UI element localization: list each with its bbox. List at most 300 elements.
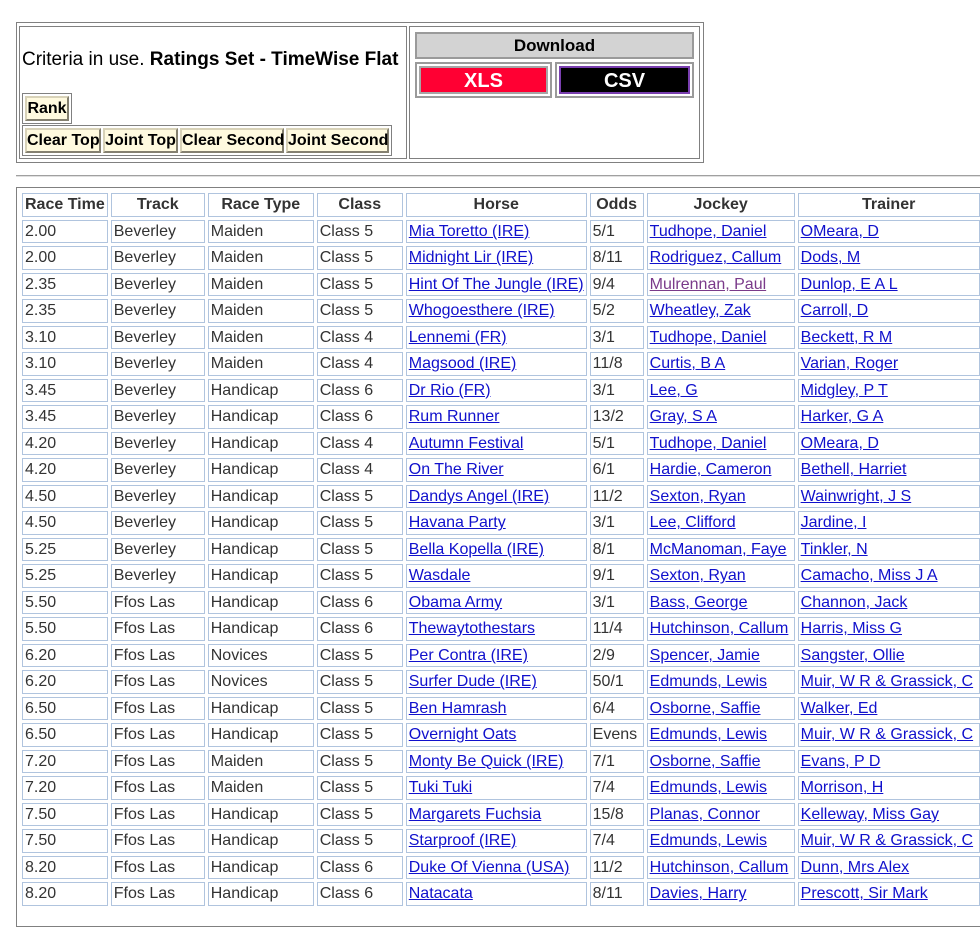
trainer-link[interactable]: Muir, W R & Grassick, C [800, 673, 974, 691]
jockey-link[interactable]: Spencer, Jamie [649, 646, 760, 664]
trainer-cell [798, 776, 980, 800]
jockey-link[interactable]: Bass, George [649, 593, 748, 611]
trainer-cell [798, 697, 980, 721]
trainer-link[interactable]: Muir, W R & Grassick, C [800, 726, 974, 744]
race-type-cell: Maiden [208, 352, 314, 376]
horse-link[interactable]: Natacata [408, 885, 473, 903]
track-cell: Beverley [111, 246, 205, 270]
class-cell: Class 5 [317, 829, 403, 853]
race-type-cell: Maiden [208, 220, 314, 244]
horse-link[interactable]: Magsood (IRE) [408, 355, 517, 373]
track-cell: Ffos Las [111, 776, 205, 800]
divider [16, 175, 980, 177]
trainer-link[interactable]: Kelleway, Miss Gay [800, 805, 940, 823]
horse-cell [406, 829, 587, 853]
race-time-cell: 4.50 [22, 511, 108, 535]
trainer-link[interactable]: Tinkler, N [800, 540, 868, 558]
table-row [22, 750, 980, 774]
jockey-link[interactable]: Lee, G [649, 381, 698, 399]
horse-link[interactable]: Margarets Fuchsia [408, 805, 542, 823]
jockey-link[interactable]: Planas, Connor [649, 805, 760, 823]
odds-cell: 3/1 [590, 511, 644, 535]
trainer-link[interactable]: Prescott, Sir Mark [800, 885, 928, 903]
class-cell: Class 5 [317, 511, 403, 535]
horse-cell [406, 670, 587, 694]
trainer-link[interactable]: Jardine, I [800, 514, 867, 532]
jockey-link[interactable]: Hardie, Cameron [649, 461, 772, 479]
table-row [22, 299, 980, 323]
jockey-link[interactable]: Gray, S A [649, 408, 717, 426]
track-cell: Beverley [111, 485, 205, 509]
trainer-cell [798, 246, 980, 270]
jockey-cell [647, 405, 795, 429]
joint-top-button[interactable]: Joint Top [103, 128, 178, 153]
odds-cell: 15/8 [590, 803, 644, 827]
jockey-cell [647, 882, 795, 906]
horse-link[interactable]: Duke Of Vienna (USA) [408, 858, 570, 876]
ratings-set-name: Ratings Set - TimeWise Flat [149, 49, 399, 70]
horse-cell [406, 750, 587, 774]
odds-cell: 11/2 [590, 856, 644, 880]
class-cell: Class 5 [317, 750, 403, 774]
trainer-link[interactable]: OMeara, D [800, 222, 879, 240]
column-header-trainer: Trainer [798, 193, 980, 217]
horse-link[interactable]: Monty Be Quick (IRE) [408, 752, 564, 770]
horse-link[interactable]: Ben Hamrash [408, 699, 507, 717]
track-cell: Beverley [111, 299, 205, 323]
horse-link[interactable]: Starproof (IRE) [408, 832, 517, 850]
horse-cell [406, 485, 587, 509]
trainer-link[interactable]: Sangster, Ollie [800, 646, 905, 664]
horse-cell [406, 803, 587, 827]
race-time-cell: 5.50 [22, 617, 108, 641]
track-cell: Beverley [111, 352, 205, 376]
table-row [22, 829, 980, 853]
jockey-cell [647, 273, 795, 297]
odds-cell: 8/11 [590, 882, 644, 906]
jockey-cell [647, 829, 795, 853]
trainer-link[interactable]: Dunlop, E A L [800, 275, 898, 293]
class-cell: Class 5 [317, 246, 403, 270]
horse-cell [406, 538, 587, 562]
horse-link[interactable]: Whogoesthere (IRE) [408, 302, 555, 320]
horse-link[interactable]: Bella Kopella (IRE) [408, 540, 544, 558]
table-row [22, 273, 980, 297]
race-type-cell: Handicap [208, 856, 314, 880]
trainer-link[interactable]: Evans, P D [800, 752, 881, 770]
horse-link[interactable]: Dandys Angel (IRE) [408, 487, 550, 505]
column-header-odds: Odds [590, 193, 644, 217]
jockey-link[interactable]: Edmunds, Lewis [649, 726, 768, 744]
trainer-cell [798, 723, 980, 747]
table-row [22, 511, 980, 535]
race-type-cell: Handicap [208, 379, 314, 403]
jockey-link[interactable]: Lee, Clifford [649, 514, 736, 532]
csv-label: CSV [559, 66, 690, 94]
odds-cell: 8/1 [590, 538, 644, 562]
class-cell: Class 5 [317, 723, 403, 747]
table-row [22, 352, 980, 376]
jockey-link[interactable]: Tudhope, Daniel [649, 434, 767, 452]
horse-cell [406, 776, 587, 800]
horse-link[interactable]: Per Contra (IRE) [408, 646, 528, 664]
trainer-cell [798, 803, 980, 827]
odds-cell: 7/1 [590, 750, 644, 774]
race-time-cell: 7.20 [22, 776, 108, 800]
odds-cell: 8/11 [590, 246, 644, 270]
trainer-link[interactable]: Beckett, R M [800, 328, 893, 346]
trainer-cell [798, 405, 980, 429]
race-time-cell: 3.10 [22, 326, 108, 350]
race-type-cell: Handicap [208, 564, 314, 588]
horse-cell [406, 432, 587, 456]
trainer-cell [798, 591, 980, 615]
class-cell: Class 4 [317, 352, 403, 376]
track-cell: Ffos Las [111, 829, 205, 853]
xls-download-button[interactable] [415, 62, 552, 98]
jockey-link[interactable]: Edmunds, Lewis [649, 832, 768, 850]
jockey-link[interactable]: Edmunds, Lewis [649, 779, 768, 797]
trainer-link[interactable]: Midgley, P T [800, 381, 888, 399]
odds-cell: 11/8 [590, 352, 644, 376]
jockey-cell [647, 697, 795, 721]
race-type-cell: Maiden [208, 776, 314, 800]
track-cell: Ffos Las [111, 591, 205, 615]
column-header-race-time: Race Time [22, 193, 108, 217]
track-cell: Ffos Las [111, 856, 205, 880]
xls-label: XLS [419, 66, 548, 94]
trainer-cell [798, 511, 980, 535]
trainer-link[interactable]: OMeara, D [800, 434, 879, 452]
trainer-cell [798, 458, 980, 482]
table-row [22, 458, 980, 482]
column-header-horse: Horse [406, 193, 587, 217]
track-cell: Ffos Las [111, 697, 205, 721]
jockey-cell [647, 538, 795, 562]
trainer-link[interactable]: Channon, Jack [800, 593, 908, 611]
column-header-race-type: Race Type [208, 193, 314, 217]
jockey-cell [647, 246, 795, 270]
race-time-cell: 5.25 [22, 538, 108, 562]
race-time-cell: 7.50 [22, 829, 108, 853]
odds-cell: 50/1 [590, 670, 644, 694]
race-time-cell: 6.20 [22, 644, 108, 668]
race-time-cell: 3.45 [22, 405, 108, 429]
trainer-cell [798, 538, 980, 562]
table-row [22, 644, 980, 668]
jockey-cell [647, 617, 795, 641]
horse-link[interactable]: Havana Party [408, 514, 506, 532]
table-row [22, 803, 980, 827]
odds-cell: 2/9 [590, 644, 644, 668]
jockey-cell [647, 803, 795, 827]
race-type-cell: Maiden [208, 750, 314, 774]
horse-cell [406, 882, 587, 906]
jockey-link[interactable]: McManoman, Faye [649, 540, 787, 558]
race-type-cell: Maiden [208, 273, 314, 297]
jockey-cell [647, 723, 795, 747]
results-table-container [16, 187, 980, 927]
class-cell: Class 6 [317, 591, 403, 615]
trainer-cell [798, 670, 980, 694]
horse-link[interactable]: Obama Army [408, 593, 503, 611]
column-header-class: Class [317, 193, 403, 217]
horse-link[interactable]: Lennemi (FR) [408, 328, 507, 346]
race-time-cell: 8.20 [22, 882, 108, 906]
odds-cell: 3/1 [590, 379, 644, 403]
jockey-link[interactable]: Sexton, Ryan [649, 487, 746, 505]
clear-second-button[interactable]: Clear Second [180, 128, 284, 153]
race-type-cell: Handicap [208, 432, 314, 456]
jockey-link[interactable]: Mulrennan, Paul [649, 275, 767, 293]
trainer-cell [798, 379, 980, 403]
table-row [22, 538, 980, 562]
trainer-cell [798, 644, 980, 668]
trainer-cell [798, 220, 980, 244]
odds-cell: 9/4 [590, 273, 644, 297]
track-cell: Ffos Las [111, 803, 205, 827]
trainer-link[interactable]: Harker, G A [800, 408, 884, 426]
jockey-link[interactable]: Hutchinson, Callum [649, 620, 789, 638]
race-type-cell: Handicap [208, 405, 314, 429]
class-cell: Class 5 [317, 564, 403, 588]
race-time-cell: 7.50 [22, 803, 108, 827]
trainer-link[interactable]: Morrison, H [800, 779, 884, 797]
trainer-cell [798, 750, 980, 774]
horse-link[interactable]: Tuki Tuki [408, 779, 473, 797]
jockey-link[interactable]: Osborne, Saffie [649, 752, 761, 770]
race-time-cell: 5.50 [22, 591, 108, 615]
odds-cell: 5/2 [590, 299, 644, 323]
horse-cell [406, 379, 587, 403]
trainer-link[interactable]: Walker, Ed [800, 699, 878, 717]
trainer-link[interactable]: Bethell, Harriet [800, 461, 907, 479]
horse-link[interactable]: Thewaytothestars [408, 620, 536, 638]
horse-cell [406, 246, 587, 270]
table-row [22, 220, 980, 244]
race-time-cell: 7.20 [22, 750, 108, 774]
class-cell: Class 6 [317, 856, 403, 880]
table-row [22, 379, 980, 403]
odds-cell: 11/4 [590, 617, 644, 641]
horse-cell [406, 856, 587, 880]
table-row [22, 591, 980, 615]
trainer-link[interactable]: Carroll, D [800, 302, 869, 320]
jockey-link[interactable]: Tudhope, Daniel [649, 222, 767, 240]
race-time-cell: 6.50 [22, 723, 108, 747]
trainer-link[interactable]: Dods, M [800, 249, 861, 267]
jockey-cell [647, 776, 795, 800]
table-row [22, 326, 980, 350]
jockey-cell [647, 750, 795, 774]
race-time-cell: 2.35 [22, 273, 108, 297]
table-row [22, 405, 980, 429]
horse-link[interactable]: Surfer Dude (IRE) [408, 673, 537, 691]
race-type-cell: Handicap [208, 803, 314, 827]
odds-cell: 13/2 [590, 405, 644, 429]
jockey-cell [647, 432, 795, 456]
csv-download-button[interactable] [555, 62, 694, 98]
trainer-cell [798, 485, 980, 509]
race-type-cell: Handicap [208, 829, 314, 853]
race-type-cell: Handicap [208, 617, 314, 641]
trainer-link[interactable]: Camacho, Miss J A [800, 567, 938, 585]
horse-link[interactable]: Autumn Festival [408, 434, 524, 452]
download-header: Download [415, 32, 694, 59]
jockey-cell [647, 379, 795, 403]
class-cell: Class 4 [317, 458, 403, 482]
race-type-cell: Handicap [208, 882, 314, 906]
jockey-link[interactable]: Rodriguez, Callum [649, 249, 782, 267]
track-cell: Beverley [111, 220, 205, 244]
jockey-cell [647, 564, 795, 588]
odds-cell: 3/1 [590, 326, 644, 350]
class-cell: Class 4 [317, 326, 403, 350]
odds-cell: 7/4 [590, 829, 644, 853]
horse-cell [406, 352, 587, 376]
trainer-link[interactable]: Dunn, Mrs Alex [800, 858, 910, 876]
class-cell: Class 5 [317, 803, 403, 827]
odds-cell: Evens [590, 723, 644, 747]
trainer-cell [798, 564, 980, 588]
horse-link[interactable]: Midnight Lir (IRE) [408, 249, 534, 267]
trainer-cell [798, 617, 980, 641]
odds-cell: 9/1 [590, 564, 644, 588]
race-time-cell: 4.20 [22, 432, 108, 456]
jockey-cell [647, 299, 795, 323]
jockey-cell [647, 670, 795, 694]
table-row [22, 670, 980, 694]
trainer-cell [798, 432, 980, 456]
race-time-cell: 3.10 [22, 352, 108, 376]
trainer-link[interactable]: Wainwright, J S [800, 487, 912, 505]
jockey-link[interactable]: Curtis, B A [649, 355, 726, 373]
class-cell: Class 6 [317, 617, 403, 641]
criteria-text [22, 47, 398, 73]
race-type-cell: Novices [208, 644, 314, 668]
criteria-prefix: Criteria in use. [22, 49, 145, 70]
track-cell: Ffos Las [111, 750, 205, 774]
track-cell: Ffos Las [111, 723, 205, 747]
class-cell: Class 4 [317, 432, 403, 456]
track-cell: Beverley [111, 326, 205, 350]
class-cell: Class 5 [317, 644, 403, 668]
class-cell: Class 6 [317, 405, 403, 429]
horse-cell [406, 511, 587, 535]
jockey-cell [647, 856, 795, 880]
race-time-cell: 6.50 [22, 697, 108, 721]
table-row [22, 432, 980, 456]
race-type-cell: Handicap [208, 511, 314, 535]
track-cell: Beverley [111, 273, 205, 297]
class-cell: Class 5 [317, 485, 403, 509]
race-type-cell: Novices [208, 670, 314, 694]
table-row [22, 564, 980, 588]
jockey-cell [647, 485, 795, 509]
clear-top-button[interactable]: Clear Top [25, 128, 101, 153]
jockey-cell [647, 352, 795, 376]
track-cell: Ffos Las [111, 617, 205, 641]
jockey-link[interactable]: Hutchinson, Callum [649, 858, 789, 876]
horse-link[interactable]: Dr Rio (FR) [408, 381, 491, 399]
horse-link[interactable]: Hint Of The Jungle (IRE) [408, 275, 584, 293]
jockey-link[interactable]: Davies, Harry [649, 885, 747, 903]
horse-link[interactable]: On The River [408, 461, 504, 479]
race-type-cell: Handicap [208, 538, 314, 562]
table-row [22, 856, 980, 880]
table-row [22, 882, 980, 906]
horse-cell [406, 458, 587, 482]
trainer-cell [798, 326, 980, 350]
horse-link[interactable]: Overnight Oats [408, 726, 517, 744]
class-cell: Class 5 [317, 273, 403, 297]
trainer-link[interactable]: Muir, W R & Grassick, C [800, 832, 974, 850]
class-cell: Class 5 [317, 670, 403, 694]
jockey-link[interactable]: Edmunds, Lewis [649, 673, 768, 691]
rank-button[interactable]: Rank [25, 96, 69, 121]
race-time-cell: 4.50 [22, 485, 108, 509]
track-cell: Beverley [111, 564, 205, 588]
horse-cell [406, 644, 587, 668]
track-cell: Ffos Las [111, 670, 205, 694]
horse-cell [406, 326, 587, 350]
track-cell: Ffos Las [111, 644, 205, 668]
horse-cell [406, 723, 587, 747]
trainer-link[interactable]: Varian, Roger [800, 355, 899, 373]
class-cell: Class 5 [317, 697, 403, 721]
track-cell: Beverley [111, 432, 205, 456]
jockey-link[interactable]: Tudhope, Daniel [649, 328, 767, 346]
race-type-cell: Maiden [208, 326, 314, 350]
horse-link[interactable]: Wasdale [408, 567, 471, 585]
horse-cell [406, 273, 587, 297]
jockey-link[interactable]: Wheatley, Zak [649, 302, 751, 320]
horse-cell [406, 299, 587, 323]
horse-cell [406, 220, 587, 244]
horse-cell [406, 564, 587, 588]
joint-second-button[interactable]: Joint Second [286, 128, 389, 153]
jockey-cell [647, 326, 795, 350]
odds-cell: 7/4 [590, 776, 644, 800]
column-header-track: Track [111, 193, 205, 217]
jockey-link[interactable]: Sexton, Ryan [649, 567, 746, 585]
race-time-cell: 3.45 [22, 379, 108, 403]
race-time-cell: 2.35 [22, 299, 108, 323]
table-row [22, 617, 980, 641]
horse-link[interactable]: Rum Runner [408, 408, 500, 426]
track-cell: Ffos Las [111, 882, 205, 906]
class-cell: Class 5 [317, 220, 403, 244]
odds-cell: 11/2 [590, 485, 644, 509]
class-cell: Class 5 [317, 776, 403, 800]
table-row [22, 776, 980, 800]
trainer-cell [798, 829, 980, 853]
jockey-link[interactable]: Osborne, Saffie [649, 699, 761, 717]
trainer-link[interactable]: Harris, Miss G [800, 620, 902, 638]
odds-cell: 5/1 [590, 432, 644, 456]
table-row [22, 246, 980, 270]
table-header-row [22, 193, 980, 217]
trainer-cell [798, 299, 980, 323]
trainer-cell [798, 273, 980, 297]
track-cell: Beverley [111, 511, 205, 535]
race-type-cell: Maiden [208, 246, 314, 270]
track-cell: Beverley [111, 379, 205, 403]
race-type-cell: Handicap [208, 485, 314, 509]
track-cell: Beverley [111, 458, 205, 482]
horse-link[interactable]: Mia Toretto (IRE) [408, 222, 530, 240]
class-cell: Class 5 [317, 538, 403, 562]
